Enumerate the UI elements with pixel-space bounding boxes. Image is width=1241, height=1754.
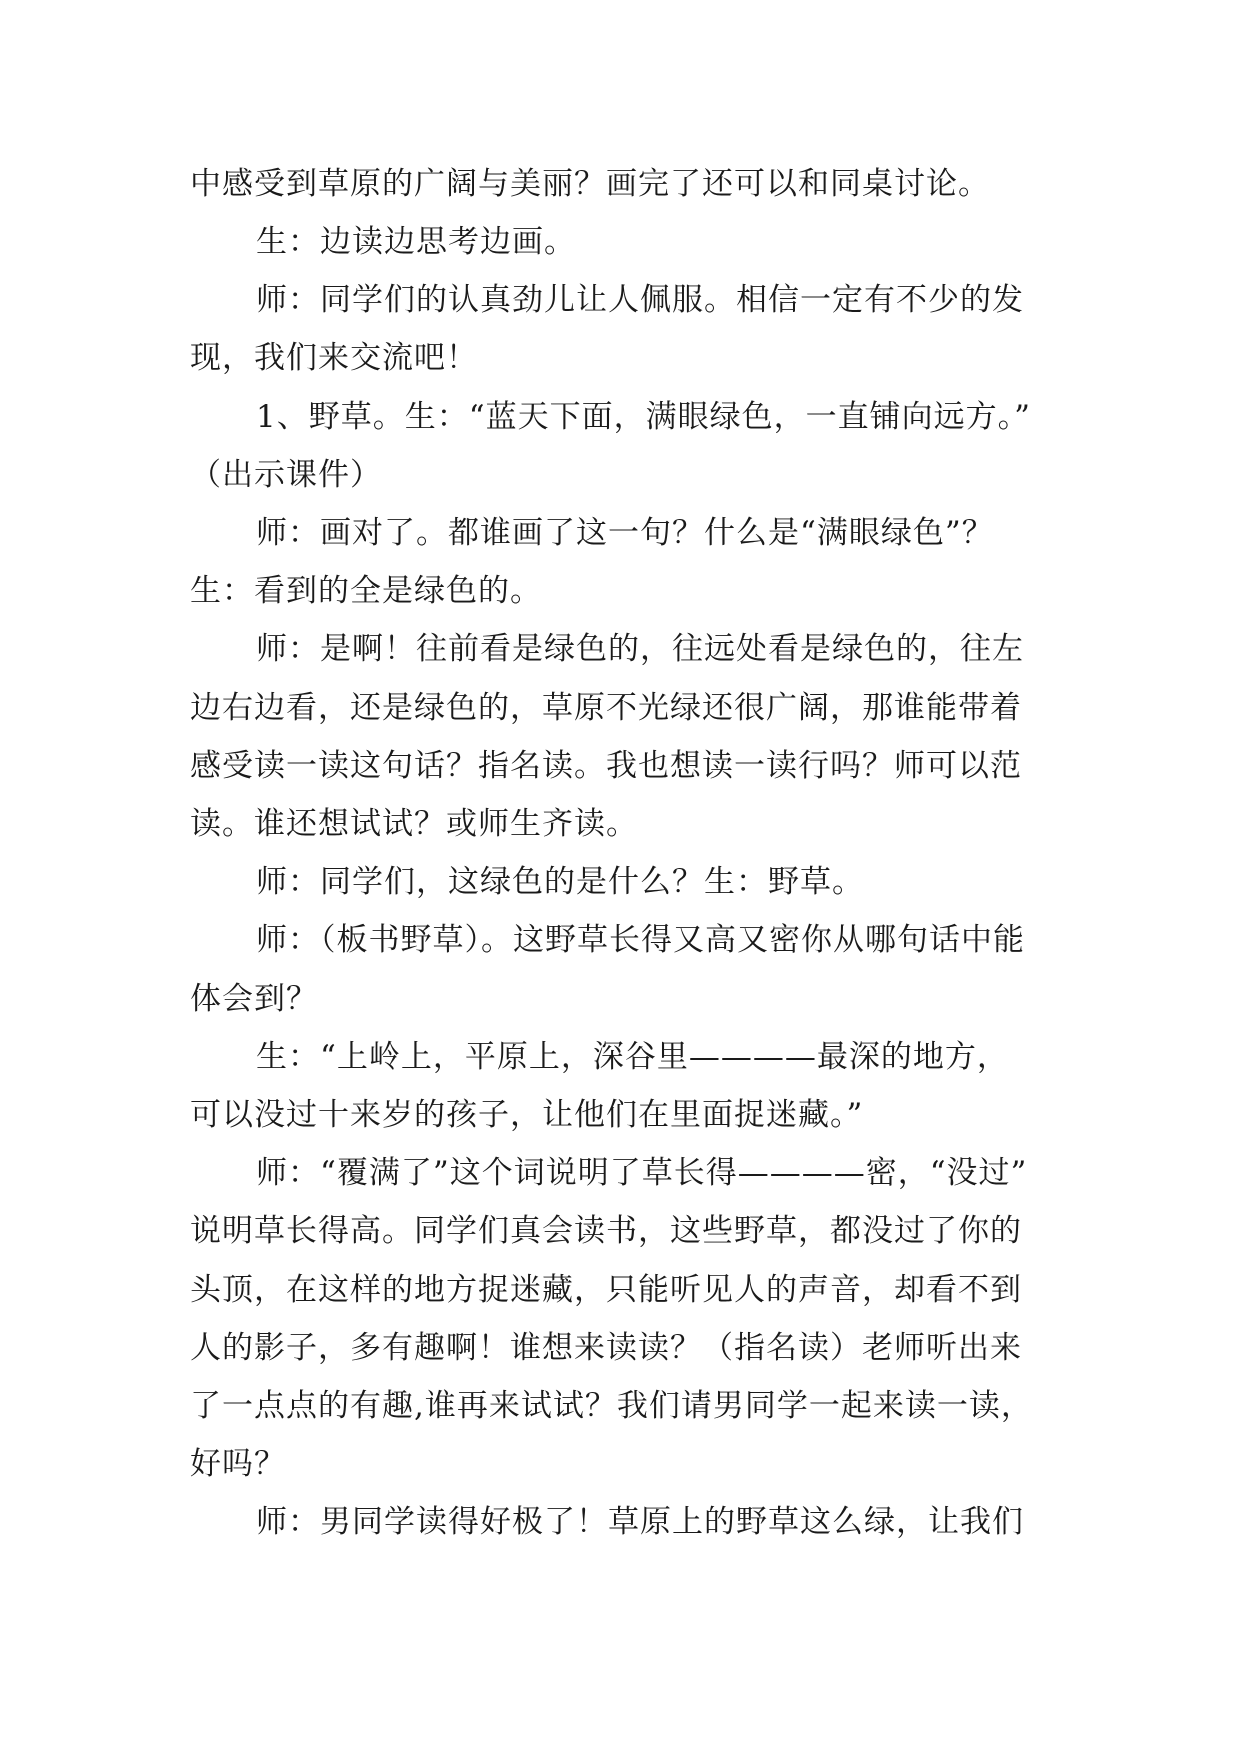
- text-line: 师：（板书野草）。这野草长得又高又密你从哪句话中能: [256, 922, 1025, 958]
- text-line: 现，我们来交流吧！: [190, 340, 478, 376]
- text-line: （出示课件）: [190, 457, 382, 493]
- text-line: 好吗？: [190, 1446, 286, 1482]
- text-line: 头顶，在这样的地方捉迷藏，只能听见人的声音，却看不到: [190, 1272, 1022, 1308]
- text-line: 生：“上岭上，平原上，深谷里————最深的地方，: [256, 1039, 1009, 1075]
- text-line: 生：边读边思考边画。: [256, 224, 576, 260]
- text-line: 师：是啊！往前看是绿色的，往远处看是绿色的，往左: [256, 631, 1024, 667]
- text-line: 人的影子，多有趣啊！谁想来读读？（指名读）老师听出来: [190, 1330, 1022, 1366]
- text-line: 师：同学们的认真劲儿让人佩服。相信一定有不少的发: [256, 282, 1024, 318]
- text-line: 感受读一读这句话？指名读。我也想读一读行吗？师可以范: [190, 748, 1022, 784]
- text-line: 说明草长得高。同学们真会读书，这些野草，都没过了你的: [190, 1213, 1022, 1249]
- text-line: 边右边看，还是绿色的，草原不光绿还很广阔，那谁能带着: [190, 690, 1022, 726]
- text-line: 中感受到草原的广阔与美丽？画完了还可以和同桌讨论。: [190, 166, 990, 202]
- text-line: 1、野草。生：“蓝天下面，满眼绿色，一直铺向远方。”: [256, 399, 1031, 435]
- text-line: 体会到？: [190, 981, 318, 1017]
- text-line: 师：男同学读得好极了！草原上的野草这么绿，让我们: [256, 1504, 1024, 1540]
- text-line: 可以没过十来岁的孩子，让他们在里面捉迷藏。”: [190, 1097, 864, 1133]
- text-line: 读。谁还想试试？或师生齐读。: [190, 806, 638, 842]
- text-line: 了一点点的有趣,谁再来试试？我们请男同学一起来读一读，: [190, 1388, 1033, 1424]
- text-line: 师：画对了。都谁画了这一句？什么是“满眼绿色”？: [256, 515, 994, 551]
- text-line: 师：同学们，这绿色的是什么？生：野草。: [256, 864, 864, 900]
- text-line: 师：“覆满了”这个词说明了草长得————密，“没过”: [256, 1155, 1028, 1191]
- text-line: 生：看到的全是绿色的。: [190, 573, 542, 609]
